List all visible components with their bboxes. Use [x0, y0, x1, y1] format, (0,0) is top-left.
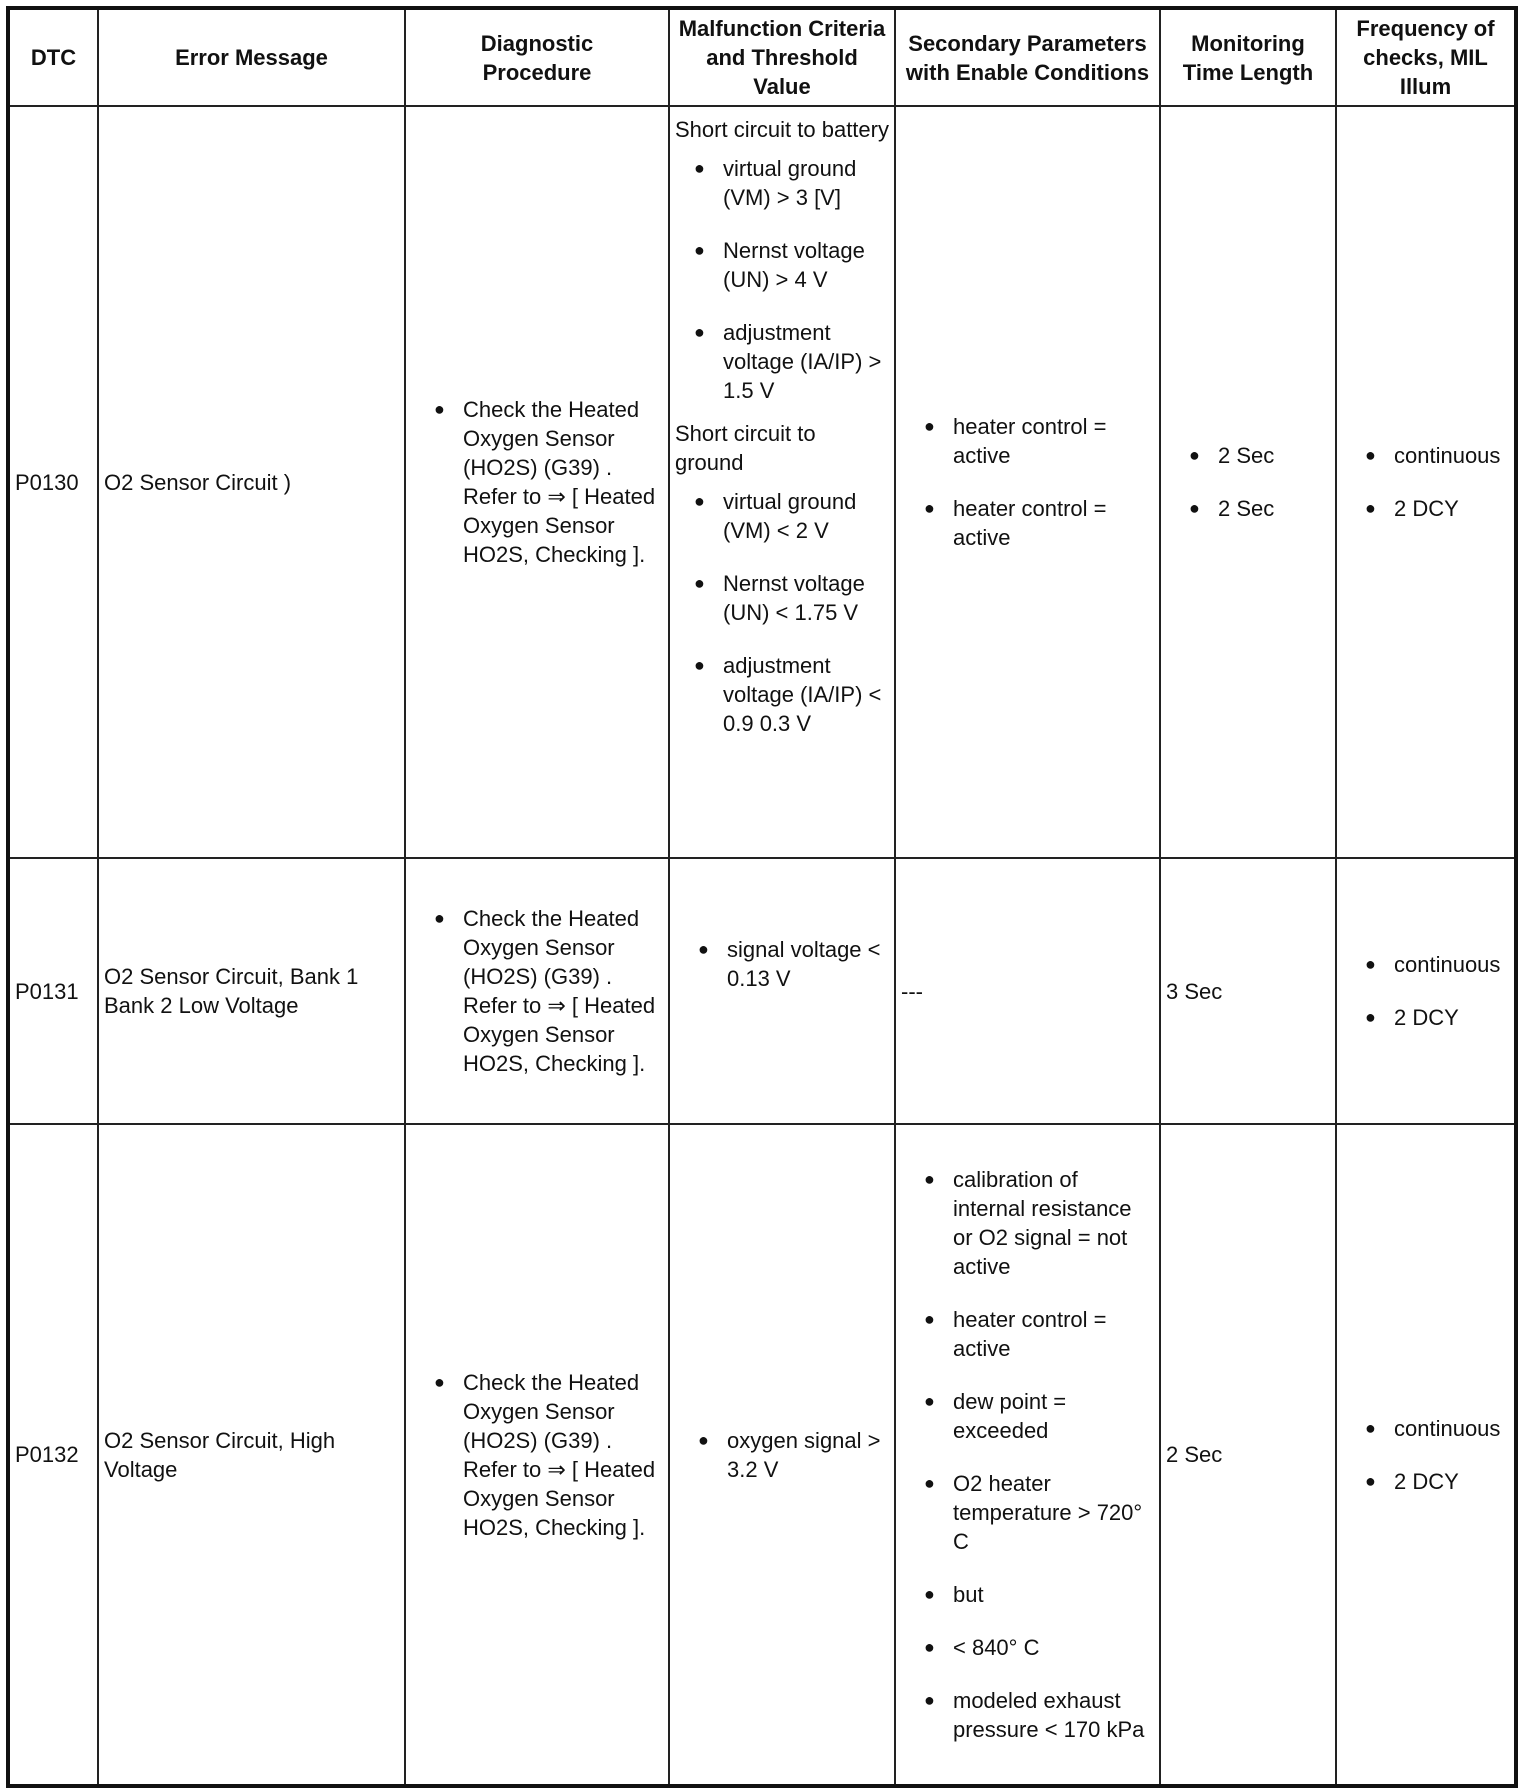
- bullet-icon: ●: [434, 1371, 445, 1392]
- bullet-icon: ●: [924, 1584, 935, 1604]
- list-item: ● modeled exhaust pressure < 170 kPa: [924, 1688, 1145, 1742]
- bullet-icon: ●: [694, 240, 705, 260]
- list-item: ● O2 heater temperature > 720° C: [924, 1471, 1143, 1554]
- bullet-icon: ●: [1365, 1007, 1376, 1027]
- bullet-icon: ●: [698, 939, 709, 959]
- bullet-icon: ●: [694, 491, 705, 511]
- monitoring-time: 3 Sec: [1160, 858, 1336, 1124]
- list-item: ● heater control = active: [924, 1307, 1107, 1361]
- list-item: ● virtual ground (VM) > 3 [V]: [694, 156, 857, 210]
- bullet-icon: ●: [694, 655, 705, 675]
- procedure-text: Check the Heated Oxygen Sensor (HO2S) (G39) . Refer to ⇒ [ Heated Oxygen Sensor HO2S, Checking ].: [463, 397, 656, 567]
- dtc-table: [6, 6, 1518, 1788]
- secondary-parameters: [895, 106, 1160, 858]
- list-item: ● Nernst voltage (UN) < 1.75 V: [694, 571, 865, 625]
- list-item: ● signal voltage < 0.13 V: [698, 937, 881, 991]
- header-row: [8, 8, 1516, 106]
- bullet-icon: ●: [924, 1391, 935, 1411]
- bullet-icon: ●: [924, 416, 935, 436]
- procedure-text: Check the Heated Oxygen Sensor (HO2S) (G39) . Refer to ⇒ [ Heated Oxygen Sensor HO2S, Checking ].: [463, 1369, 656, 1540]
- list-item: ● Nernst voltage (UN) > 4 V: [694, 238, 865, 292]
- bullet-icon: ●: [694, 573, 705, 593]
- list-item: ● 2 Sec: [1189, 443, 1275, 468]
- bullet-icon: ●: [1365, 498, 1376, 518]
- bullet-icon: ●: [924, 1690, 935, 1710]
- table-row: [8, 1124, 1516, 1786]
- bullet-icon: ●: [698, 1429, 709, 1450]
- bullet-icon: ●: [1189, 445, 1200, 465]
- bullet-icon: ●: [694, 158, 705, 178]
- list-item: ● dew point = exceeded: [924, 1389, 1067, 1443]
- frequency: [1336, 106, 1516, 858]
- bullet-icon: ●: [1365, 445, 1376, 465]
- bullet-icon: ●: [694, 322, 705, 342]
- diagnostic-procedure: [405, 858, 669, 1124]
- bullet-icon: ●: [924, 498, 935, 518]
- list-item: ● continuous: [1365, 952, 1501, 977]
- bullet-icon: ●: [434, 908, 445, 928]
- table-row: [8, 106, 1516, 858]
- error-message: O2 Sensor Circuit ): [98, 106, 405, 858]
- bullet-icon: ●: [1365, 954, 1376, 974]
- monitoring-time: 2 Sec: [1160, 1124, 1336, 1786]
- error-message: O2 Sensor Circuit, High Voltage: [98, 1124, 405, 1786]
- diagnostic-procedure: [405, 1124, 669, 1786]
- diagnostic-procedure: [405, 106, 669, 858]
- monitoring-time: [1160, 106, 1336, 858]
- secondary-parameters: ---: [895, 858, 1160, 1124]
- list-item: ● but: [924, 1582, 984, 1607]
- bullet-icon: ●: [924, 1637, 935, 1657]
- dtc-code: P0130: [8, 106, 98, 858]
- list-item: ● heater control = active: [924, 496, 1107, 550]
- list-item: ● virtual ground (VM) < 2 V: [694, 489, 857, 543]
- header-dtc: DTC: [8, 8, 98, 106]
- list-item: ● continuous: [1365, 443, 1501, 468]
- header-frequency: Frequency of checks, MIL Illum: [1336, 8, 1516, 106]
- bullet-icon: ●: [1365, 1470, 1376, 1491]
- list-item: ● calibration of internal resistance or O2 signal = not active: [924, 1167, 1132, 1279]
- header-monitoring-time: Monitoring Time Length: [1160, 8, 1336, 106]
- table-row: [8, 858, 1516, 1124]
- malfunction-criteria: [669, 858, 895, 1124]
- criteria-group-title: Short circuit to battery: [675, 117, 889, 142]
- dtc-code: P0131: [8, 858, 98, 1124]
- list-item: ● continuous: [1365, 1415, 1501, 1441]
- list-item: ● oxygen signal > 3.2 V: [698, 1427, 881, 1482]
- header-secondary-parameters: Secondary Parameters with Enable Conditions: [895, 8, 1160, 106]
- header-error-message: Error Message: [98, 8, 405, 106]
- list-item: ● 2 DCY: [1365, 1005, 1459, 1030]
- list-item: ● 2 DCY: [1365, 1468, 1459, 1494]
- malfunction-criteria: [669, 106, 895, 858]
- list-item: ● heater control = active: [924, 414, 1107, 468]
- list-item: ● adjustment voltage (IA/IP) < 0.9 0.3 V: [694, 653, 882, 736]
- list-item: ● adjustment voltage (IA/IP) > 1.5 V: [694, 320, 882, 403]
- malfunction-criteria: [669, 1124, 895, 1786]
- secondary-parameters: [895, 1124, 1160, 1786]
- bullet-icon: ●: [924, 1169, 935, 1189]
- header-malfunction-criteria: Malfunction Criteria and Threshold Value: [669, 8, 895, 106]
- list-item: ● < 840° C: [924, 1635, 1040, 1660]
- header-diagnostic-procedure: Diagnostic Procedure: [405, 8, 669, 106]
- bullet-icon: ●: [1189, 498, 1200, 518]
- frequency: [1336, 858, 1516, 1124]
- error-message: O2 Sensor Circuit, Bank 1 Bank 2 Low Voltage: [98, 858, 405, 1124]
- bullet-icon: ●: [924, 1309, 935, 1329]
- bullet-icon: ●: [924, 1473, 935, 1493]
- criteria-group-title: Short circuit to ground: [675, 421, 816, 475]
- dtc-code: P0132: [8, 1124, 98, 1786]
- list-item: ● 2 Sec: [1189, 496, 1275, 521]
- frequency: [1336, 1124, 1516, 1786]
- list-item: ● 2 DCY: [1365, 496, 1459, 521]
- procedure-text: Check the Heated Oxygen Sensor (HO2S) (G39) . Refer to ⇒ [ Heated Oxygen Sensor HO2S, Checking ].: [463, 906, 656, 1076]
- bullet-icon: ●: [1365, 1417, 1376, 1438]
- bullet-icon: ●: [434, 399, 445, 419]
